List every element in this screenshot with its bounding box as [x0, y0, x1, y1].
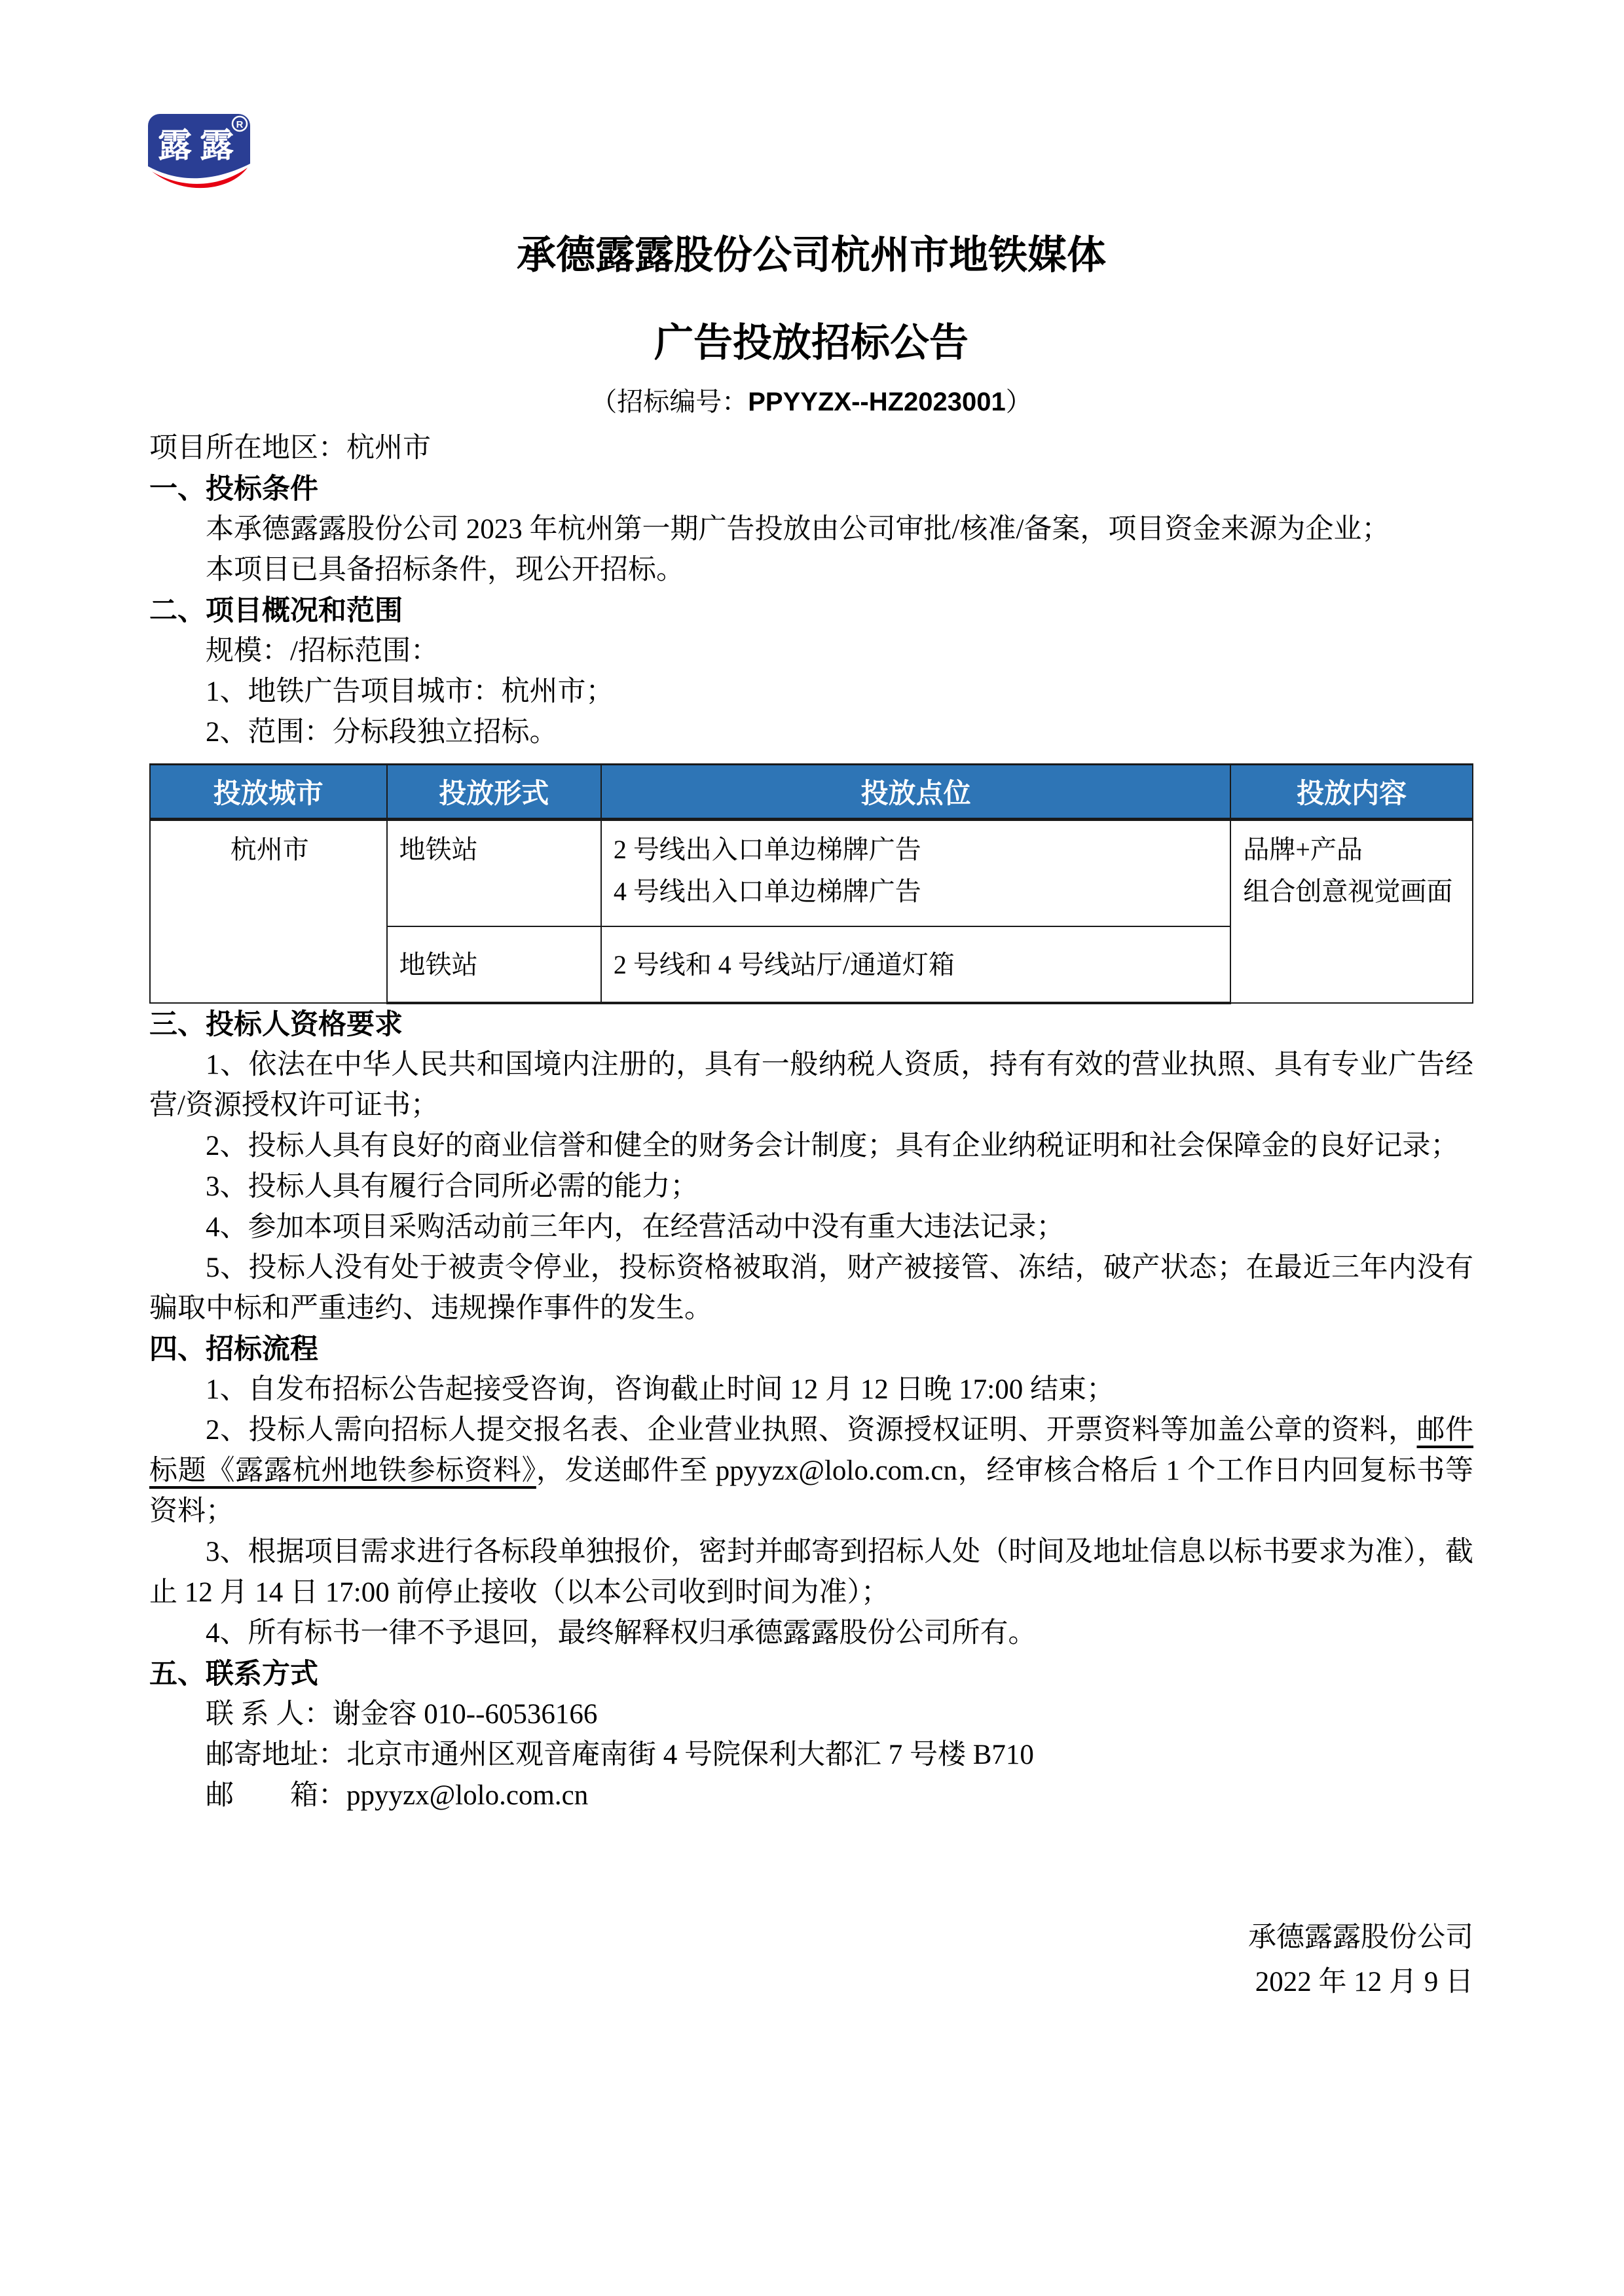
media-placement-table [149, 763, 1473, 1004]
tender-number-suffix: ） [1005, 387, 1032, 416]
document-title-line2: 广告投放招标公告 [654, 321, 969, 365]
tender-number-code: PPYYZX--HZ2023001 [748, 388, 1006, 416]
section4-item3: 3、根据项目需求进行各标段单独报价，密封并邮寄到招标人处（时间及地址信息以标书要求为准），截止 12 月 14 日 17:00 前停止接收（以本公司收到时间为准）； [149, 1537, 1473, 1608]
cell-city: 杭州市 [150, 820, 387, 1004]
section2-heading: 二、项目概况和范围 [149, 595, 403, 627]
column-header-city: 投放城市 [150, 765, 387, 820]
section4-item2-post: ，发送邮件至 ppyyzx@lolo.com.cn，经审核合格后 1 个工作日内回复标书等资料； [149, 1455, 1473, 1527]
section1-heading: 一、投标条件 [149, 473, 318, 505]
registered-mark-icon: R [236, 119, 244, 130]
point-line-1: 2 号线出入口单边梯牌广告 [613, 835, 921, 864]
content-line-1: 品牌+产品 [1243, 835, 1363, 864]
section4-item2-pre: 2、投标人需向招标人提交报名表、企业营业执照、资源授权证明、开票资料等加盖公章的资料， [206, 1415, 1417, 1446]
section3-item1: 1、依法在中华人民共和国境内注册的，具有一般纳税人资质，持有有效的营业执照、具有专业广告经营/资源授权许可证书； [149, 1049, 1473, 1121]
logo-char-1: 露 [157, 128, 193, 165]
section2-item1: 1、地铁广告项目城市：杭州市； [206, 676, 614, 707]
logo-char-2: 露 [199, 128, 234, 165]
signature-date: 2022 年 12 月 9 日 [1255, 1967, 1473, 1997]
section4-item1: 1、自发布招标公告起接受咨询，咨询截止时间 12 月 12 日晚 17:00 结束； [206, 1374, 1115, 1405]
mailing-address-line: 邮寄地址：北京市通州区观音庵南街 4 号院保利大都汇 7 号楼 B710 [206, 1740, 1034, 1770]
section2-item2: 2、范围：分标段独立招标。 [206, 717, 558, 748]
signature-company: 承德露露股份公司 [1248, 1922, 1473, 1953]
email-line: 邮 箱：ppyyzx@lolo.com.cn [206, 1780, 589, 1811]
section4-item2 [149, 1410, 1473, 1532]
section3-heading: 三、投标人资格要求 [149, 1009, 403, 1040]
column-header-content: 投放内容 [1230, 765, 1473, 820]
lulu-brand-logo [145, 111, 254, 200]
section3-item3: 3、投标人具有履行合同所必需的能力； [206, 1171, 699, 1202]
section3-item2: 2、投标人具有良好的商业信誉和健全的财务会计制度；具有企业纳税证明和社会保障金的良好记录； [206, 1131, 1459, 1161]
cell-points-row2: 2 号线和 4 号线站厅/通道灯箱 [601, 926, 1231, 1003]
content-line-2: 组合创意视觉画面 [1243, 877, 1453, 906]
tender-number-prefix: （招标编号： [591, 387, 748, 416]
email-subject-underlined: 邮件标题《露露杭州地铁参标资料》 [149, 1415, 1474, 1486]
section5-heading: 五、联系方式 [149, 1658, 318, 1690]
project-location-line: 项目所在地区：杭州市 [149, 433, 431, 464]
cell-form-row2: 地铁站 [387, 926, 601, 1003]
cell-points-row1 [601, 820, 1231, 927]
document-title-line1: 承德露露股份公司杭州市地铁媒体 [517, 233, 1106, 277]
lulu-logo-graphic [145, 111, 254, 200]
tender-number-line [149, 386, 1473, 418]
section3-item5: 5、投标人没有处于被责令停业，投标资格被取消，财产被接管、冻结，破产状态；在最近三年内没有骗取中标和严重违约、违规操作事件的发生。 [149, 1252, 1473, 1324]
section2-scope-line: 规模：/招标范围： [206, 636, 439, 666]
document-body [149, 428, 1473, 2005]
signature-block [149, 1916, 1473, 2005]
column-header-form: 投放形式 [387, 765, 601, 820]
section1-paragraph2: 本项目已具备招标条件，现公开招标。 [206, 555, 684, 585]
cell-form-row1: 地铁站 [387, 820, 601, 927]
section3-item4: 4、参加本项目采购活动前三年内，在经营活动中没有重大违法记录； [206, 1212, 1065, 1243]
table-header-row [150, 765, 1473, 820]
section4-heading: 四、招标流程 [149, 1334, 318, 1365]
section4-item4: 4、所有标书一律不予退回，最终解释权归承德露露股份公司所有。 [206, 1618, 1037, 1649]
point-line-2: 4 号线出入口单边梯牌广告 [613, 877, 921, 906]
cell-content [1230, 820, 1473, 1004]
table-row [150, 820, 1473, 927]
contact-person-line: 联 系 人：谢金容 010--60536166 [206, 1699, 598, 1730]
column-header-location: 投放点位 [601, 765, 1231, 820]
section1-paragraph1: 本承德露露股份公司 2023 年杭州第一期广告投放由公司审批/核准/备案，项目资金来源为企业； [206, 514, 1390, 545]
